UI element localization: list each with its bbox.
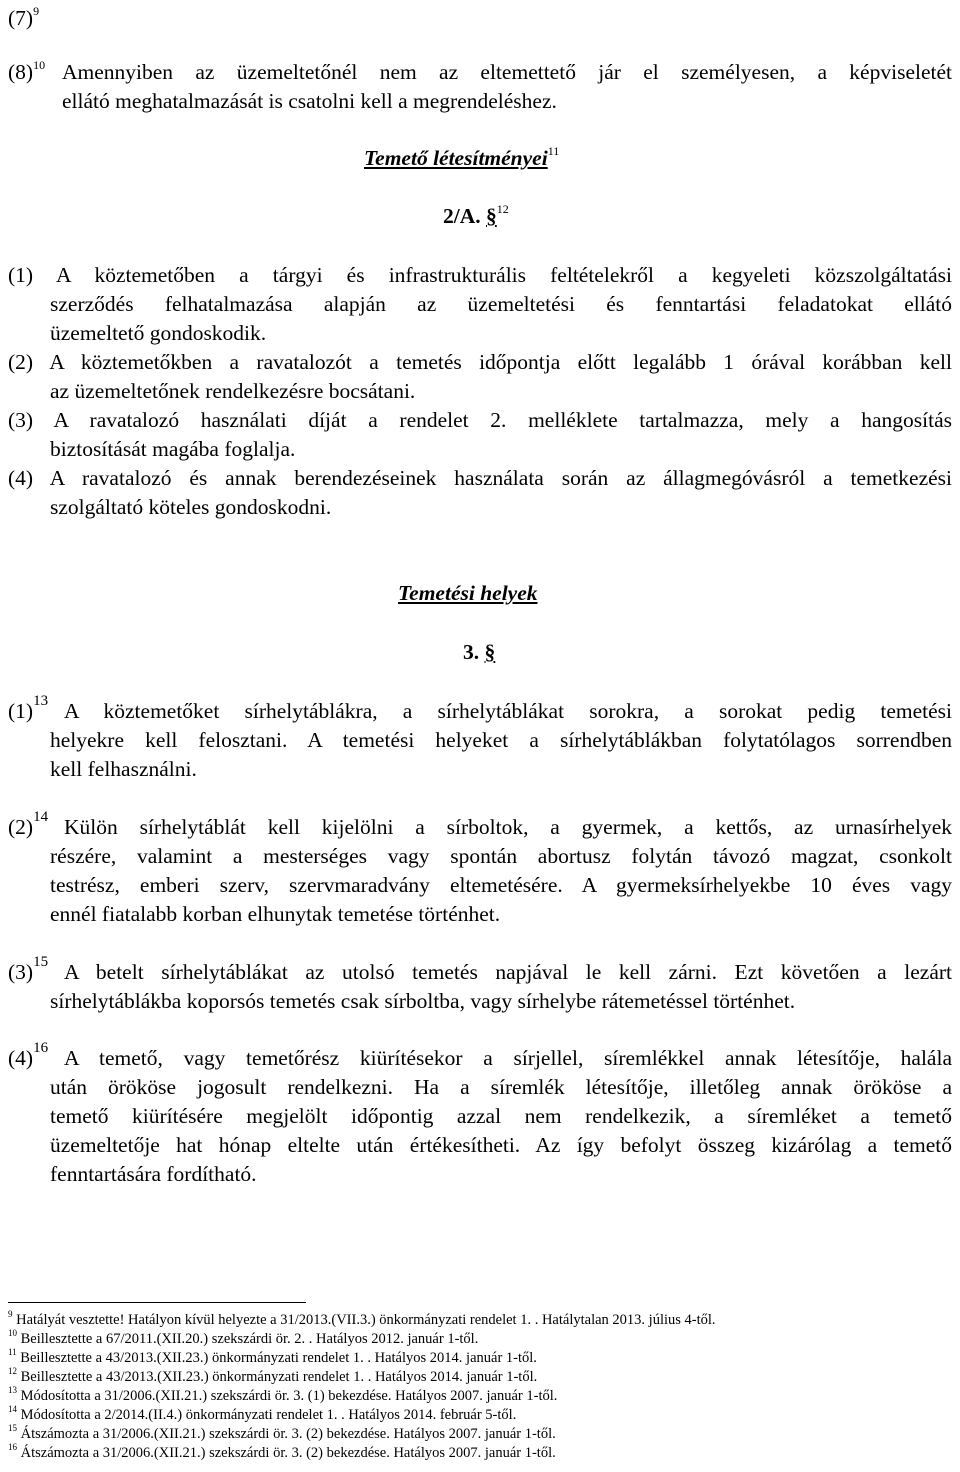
footnote-16: $^{16}$ Átszámozta a 31/2006.(XII.21.) szekszárdi ör. 3. (2) bekezdése. Hatályos 2007. január 1-től. — [8, 1442, 556, 1461]
section-number: 3. § — [463, 640, 496, 664]
section-symbol: § — [484, 640, 496, 664]
footnote-15: $^{15}$ Átszámozta a 31/2006.(XII.21.) szekszárdi ör. 3. (2) bekezdése. Hatályos 2007. január 1-től. — [8, 1423, 556, 1442]
section-symbol: § — [486, 204, 497, 228]
footnote-ref: 14 — [33, 809, 49, 825]
section-heading: Temetési helyek — [398, 581, 538, 605]
footnote-14: $^{14}$ Módosította a 2/2014.(II.4.) önkormányzati rendelet 1. . Hatályos 2014. február 5-től. — [8, 1404, 517, 1423]
s3-2-line2: részére, valamint a mesterséges vagy spontán abortusz folytán távozó magzat, csonkolt — [50, 844, 952, 868]
s3-2-num: $(2)^{14}$ — [8, 809, 49, 839]
footnote-13: $^{13}$ Módosította a 31/2006.(XII.21.) szekszárdi ör. 3. (1) bekezdése. Hatályos 2007. január 1-től. — [8, 1385, 558, 1404]
s3-4-line3: temető kiürítésére megjelölt időpontig azzal nem rendelkezik, a síremléket a temető — [50, 1104, 952, 1128]
footnote-9: $^9$ Hatályát vesztette! Hatályon kívül helyezte a 31/2013.(VII.3.) önkormányzati rendelet 1. . Hatálytalan 2013. július 4-től. — [8, 1309, 716, 1328]
footnote-ref: 12 — [496, 202, 509, 216]
s3-2-line3: testrész, emberi szerv, szervmaradvány eltemetésére. A gyermeksírhelyekbe 10 éves vagy — [50, 873, 952, 897]
footnote-ref: 9 — [33, 4, 40, 18]
s3-4-line1: A temető, vagy temetőrész kiürítésekor a sírjellel, síremlékkel annak létesítője, halála — [64, 1046, 952, 1070]
footnote-11: $^{11}$ Beillesztette a 43/2013.(XII.23.) önkormányzati rendelet 1. . Hatályos 2014. január 1-től. — [8, 1347, 537, 1366]
footnote-ref: 10 — [33, 58, 46, 72]
s2a-1-line2: szerződés felhatalmazása alapján az üzemeltetési és fenntartási feladatokat ellátó — [50, 292, 952, 316]
s3-1-num: $(1)^{13}$ — [8, 693, 49, 723]
paragraph-7 — [8, 6, 39, 31]
s2a-2-line2: az üzemeltetőnek rendelkezésre bocsátani. — [50, 379, 416, 403]
footnote-12: $^{12}$ Beillesztette a 43/2013.(XII.23.) önkormányzati rendelet 1. . Hatályos 2014. január 1-től. — [8, 1366, 538, 1385]
s2a-2-line1: (2) A köztemetőkben a ravatalozót a temetés időpontja előtt legalább 1 órával korábban kell — [8, 350, 952, 374]
s3-4-line4: üzemeltetője hat hónap eltelte után értékesítheti. Az így befolyt összeg kizárólag a temető — [50, 1133, 952, 1157]
s2a-1-line3: üzemeltető gondoskodik. — [50, 321, 267, 345]
s3-3-line2: sírhelytáblákba koporsós temetés csak sírboltba, vagy sírhelybe rátemetéssel történhet. — [50, 989, 796, 1013]
footnote-separator — [8, 1302, 306, 1303]
s3-1-line2: helyekre kell felosztani. A temetési helyeket a sírhelytáblákban folytatólagos sorrendben — [50, 728, 952, 752]
s2a-3-line1: (3) A ravatalozó használati díját a rendelet 2. melléklete tartalmazza, mely a hangosítás — [8, 408, 952, 432]
paragraph-number: (7) — [8, 6, 34, 30]
s3-1-line1: A köztemetőket sírhelytáblákra, a sírhelytáblákat sorokra, a sorokat pedig temetési — [64, 699, 952, 723]
s3-4-num: $(4)^{16}$ — [8, 1040, 49, 1070]
paragraph-8-line2: ellátó meghatalmazását is csatolni kell a megrendeléshez. — [62, 89, 557, 113]
footnote-10: $^{10}$ Beillesztette a 67/2011.(XII.20.) szekszárdi ör. 2. . Hatályos 2012. január 1-től. — [8, 1328, 479, 1347]
s2a-1-line1: (1) A köztemetőben a tárgyi és infrastrukturális feltételekről a kegyeleti közszolgáltatási — [8, 263, 952, 287]
s3-4-line2: után örököse jogosult rendelkezni. Ha a síremlék létesítője, illetőleg annak örököse a — [50, 1075, 952, 1099]
paragraph-8-line1: Amennyiben az üzemeltetőnél nem az eltemettető jár el személyesen, a képviseletét — [62, 60, 952, 84]
s3-2-line1: Külön sírhelytáblát kell kijelölni a sírboltok, a gyermek, a kettős, az urnasírhelyek — [64, 815, 952, 839]
s3-1-line3: kell felhasználni. — [50, 757, 197, 781]
s2a-4-line2: szolgáltató köteles gondoskodni. — [50, 495, 332, 519]
s3-2-line4: ennél fiatalabb korban elhunytak temetése történhet. — [50, 902, 501, 926]
paragraph-8-num: $(8)^{10}$ — [8, 58, 46, 84]
s2a-4-line1: (4) A ravatalozó és annak berendezéseinek használata során az állagmegóvásról a temetkezési — [8, 466, 952, 490]
footnote-ref: 13 — [33, 693, 49, 709]
section-heading: Temető létesítményei$^{11}$ — [364, 144, 560, 170]
s3-4-line5: fenntartására fordítható. — [50, 1162, 257, 1186]
section-number: 2/A. §$^{12}$ — [443, 202, 509, 228]
footnote-ref: 11 — [547, 144, 560, 158]
s3-3-line1: A betelt sírhelytáblákat az utolsó temetés napjával le kell zárni. Ezt követően a lezárt — [64, 960, 952, 984]
s2a-3-line2: biztosítását magába foglalja. — [50, 437, 296, 461]
footnote-ref: 15 — [33, 954, 49, 970]
s3-3-num: $(3)^{15}$ — [8, 954, 49, 984]
footnote-ref: 16 — [33, 1040, 49, 1056]
